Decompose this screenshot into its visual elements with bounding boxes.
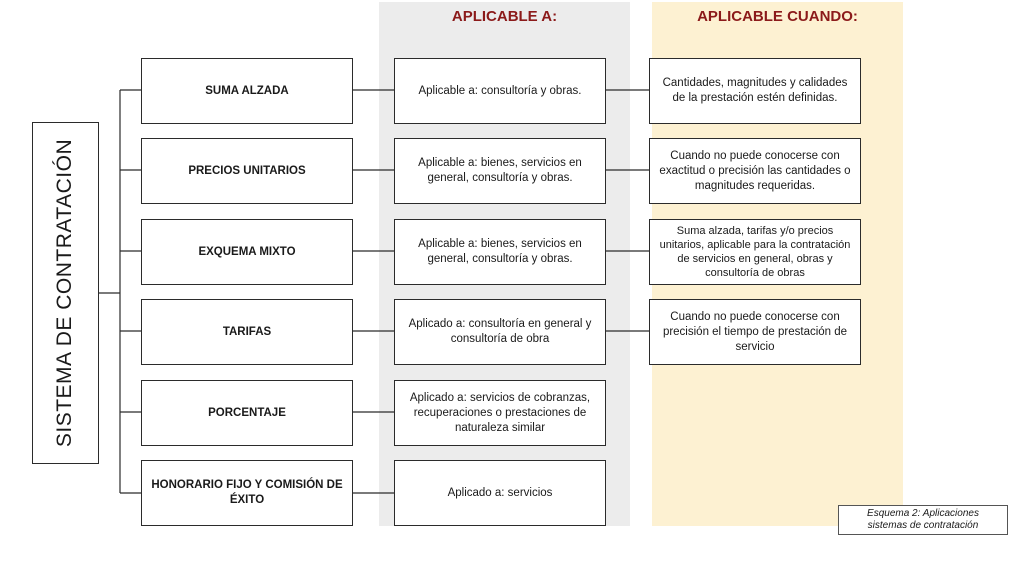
type-box-precios-unitarios: PRECIOS UNITARIOS (141, 138, 353, 204)
caption-line-2: sistemas de contratación (867, 520, 979, 531)
type-box-suma-alzada: SUMA ALZADA (141, 58, 353, 124)
when-box-2: Cuando no puede conocerse con exactitud o precisión las cantidades o magnitudes requeridas. (649, 138, 861, 204)
type-box-tarifas: TARIFAS (141, 299, 353, 365)
caption-line-1: Esquema 2: Aplicaciones (867, 508, 979, 519)
applicable-box-4: Aplicado a: consultoría en general y consultoría de obra (394, 299, 606, 365)
figure-caption (838, 505, 1008, 535)
type-box-honorario: HONORARIO FIJO Y COMISIÓN DE ÉXITO (141, 460, 353, 526)
applicable-box-1: Aplicable a: consultoría y obras. (394, 58, 606, 124)
system-label: SISTEMA DE CONTRATACIÓN (53, 138, 77, 448)
applicable-box-3: Aplicable a: bienes, servicios en general, consultoría y obras. (394, 219, 606, 285)
when-box-4: Cuando no puede conocerse con precisión el tiempo de prestación de servicio (649, 299, 861, 365)
when-box-1: Cantidades, magnitudes y calidades de la prestación estén definidas. (649, 58, 861, 124)
applicable-box-5: Aplicado a: servicios de cobranzas, recuperaciones o prestaciones de naturaleza similar (394, 380, 606, 446)
header-applicable-a: APLICABLE A: (451, 8, 558, 25)
type-box-esquema-mixto: EXQUEMA MIXTO (141, 219, 353, 285)
when-box-3: Suma alzada, tarifas y/o precios unitarios, aplicable para la contratación de servicios en general, obras y consultoría de obras (649, 219, 861, 285)
applicable-box-2: Aplicable a: bienes, servicios en general, consultoría y obras. (394, 138, 606, 204)
system-label-box (32, 122, 99, 464)
type-box-porcentaje: PORCENTAJE (141, 380, 353, 446)
header-applicable-cuando: APLICABLE CUANDO: (697, 8, 858, 25)
applicable-box-6: Aplicado a: servicios (394, 460, 606, 526)
